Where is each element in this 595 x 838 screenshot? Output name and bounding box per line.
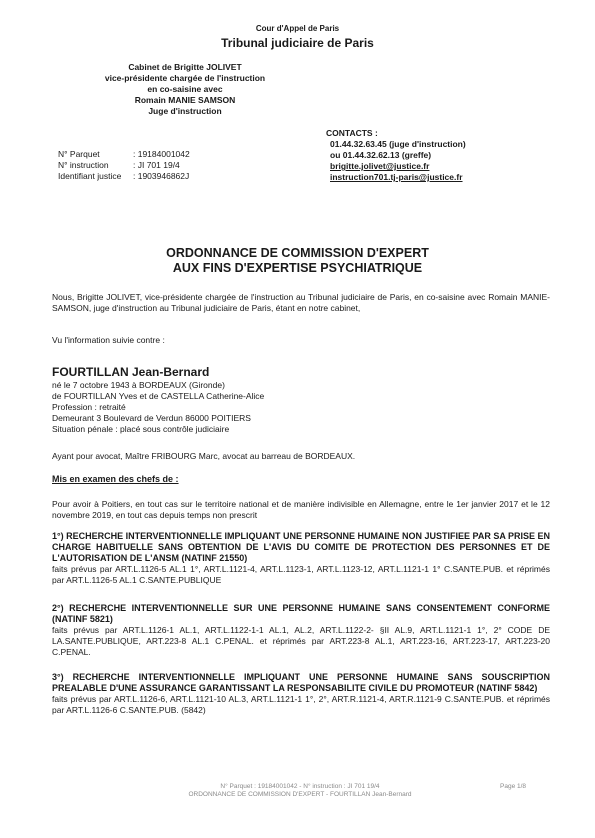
cabinet-line: Romain MANIE SAMSON <box>134 95 236 105</box>
person-situation: Situation pénale : placé sous contrôle judiciaire <box>52 424 230 434</box>
footer-line: ORDONNANCE DE COMMISSION D'EXPERT - FOURTILLAN Jean-Bernard <box>188 791 412 798</box>
charge-body: faits prévus par ART.L.1126-1 AL.1, ART.L.1122-1-1 AL.1, AL.2, ART.L.1122-2- §II AL.9, ART.L.1121-1 1°, 2° CODE DE LA.SANTE.PUBLIQUE, ART.223-8 AL.1 C.PENAL. et réprimés par ART.223-8 AL.1, ART.223-16, ART.223-17, ART.223-20 C.PENAL. <box>52 625 550 657</box>
cabinet-line: Cabinet de Brigitte JOLIVET <box>128 62 242 72</box>
page-number: Page 1/8 <box>500 783 527 790</box>
footer-line: N° Parquet : 19184001042 - N° instruction : JI 701 19/4 <box>220 783 380 790</box>
charge-item <box>52 531 550 586</box>
contacts-title: CONTACTS : <box>326 128 378 138</box>
cabinet-block <box>70 62 300 117</box>
cabinet-line: vice-présidente chargée de l'instruction <box>104 73 266 83</box>
title-line: ORDONNANCE DE COMMISSION D'EXPERT <box>166 246 429 260</box>
identifier-value: : 19184001042 <box>133 149 190 159</box>
identifier-label: Identifiant justice <box>58 171 122 181</box>
tribunal-name: Tribunal judiciaire de Paris <box>221 36 374 50</box>
identifier-label: N° instruction <box>58 160 109 170</box>
title-line: AUX FINS D'EXPERTISE PSYCHIATRIQUE <box>172 261 423 275</box>
person-born: né le 7 octobre 1943 à BORDEAUX (Gironde) <box>52 380 225 390</box>
footer <box>150 783 450 799</box>
identifier-value: : JI 701 19/4 <box>133 160 180 170</box>
charge-item <box>52 603 550 658</box>
person-address: Demeurant 3 Boulevard de Verdun 86000 POITIERS <box>52 413 251 423</box>
identifier-instruction <box>58 160 180 171</box>
lawyer-line: Ayant pour avocat, Maître FRIBOURG Marc, avocat au barreau de BORDEAUX. <box>52 451 356 461</box>
document-title <box>0 246 595 276</box>
charge-title: 2°) RECHERCHE INTERVENTIONNELLE SUR UNE PERSONNE HUMAINE SANS CONSENTEMENT CONFORME (NATINF 5821) <box>52 603 550 624</box>
person-parents: de FOURTILLAN Yves et de CASTELLA Catherine-Alice <box>52 391 265 401</box>
contacts-block <box>326 128 466 183</box>
charges-intro: Pour avoir à Poitiers, en tout cas sur le territoire national et de manière indivisible en Allemagne, entre le 1er janvier 2017 et le 12 novembre 2019, en tout cas depuis temps non prescrit <box>52 499 550 520</box>
contact-phone-judge: 01.44.32.63.45 (juge d'instruction) <box>330 139 466 149</box>
person-name: FOURTILLAN Jean-Bernard <box>52 365 210 379</box>
contact-email-judge[interactable]: brigitte.jolivet@justice.fr <box>330 161 430 171</box>
identifier-parquet <box>58 149 190 160</box>
cabinet-line: Juge d'instruction <box>148 106 222 116</box>
intro-paragraph: Nous, Brigitte JOLIVET, vice-présidente chargée de l'instruction au Tribunal judiciaire de Paris, en co-saisine avec Romain MANIE-SAMSON, juge d'instruction au Tribunal judiciaire de Paris, étant en notre cabinet, <box>52 292 550 313</box>
charge-body: faits prévus par ART.L.1126-5 AL.1 1°, ART.L.1121-4, ART.L.1123-1, ART.L.1123-12, ART.L.1121-1 1° C.SANTE.PUB. et réprimés par ART.L.1126-5 AL.1 C.SANTE.PUBLIQUE <box>52 564 550 585</box>
identifier-value: : 1903946862J <box>133 171 190 181</box>
person-profession: Profession : retraité <box>52 402 126 412</box>
charge-item <box>52 672 550 716</box>
vu-line: Vu l'information suivie contre : <box>52 335 165 345</box>
identifier-label: N° Parquet <box>58 149 100 159</box>
charge-title: 3°) RECHERCHE INTERVENTIONNELLE IMPLIQUANT UNE PERSONNE HUMAINE SANS SOUSCRIPTION PREALABLE D'UNE ASSURANCE GARANTISSANT LA RESPONSABILITE CIVILE DU PROMOTEUR (NATINF 5842) <box>52 672 550 693</box>
cabinet-line: en co-saisine avec <box>147 84 223 94</box>
contact-email-instruction[interactable]: instruction701.tj-paris@justice.fr <box>330 172 463 182</box>
court-of-appeal: Cour d'Appel de Paris <box>255 24 340 33</box>
contact-phone-greffe: ou 01.44.32.62.13 (greffe) <box>330 150 432 160</box>
charge-body: faits prévus par ART.L.1126-6, ART.L.1121-10 AL.3, ART.L.1121-1 1°, 2°, ART.R.1121-4, ART.R.1121-9 C.SANTE.PUB. et réprimés par ART.L.1126-6 C.SANTE.PUB. (5842) <box>52 694 550 715</box>
charges-heading: Mis en examen des chefs de : <box>52 474 179 484</box>
person-details <box>52 380 264 435</box>
identifier-justice <box>58 171 189 182</box>
charge-title: 1°) RECHERCHE INTERVENTIONNELLE IMPLIQUANT UNE PERSONNE HUMAINE NON JUSTIFIEE PAR SA PRISE EN CHARGE HABITUELLE SANS OBTENTION DE L'AVIS DU COMITE DE PROTECTION DES PERSONNES ET DE L'AUTORISATION DE L'ANSM (NATINF 21550) <box>52 531 550 563</box>
